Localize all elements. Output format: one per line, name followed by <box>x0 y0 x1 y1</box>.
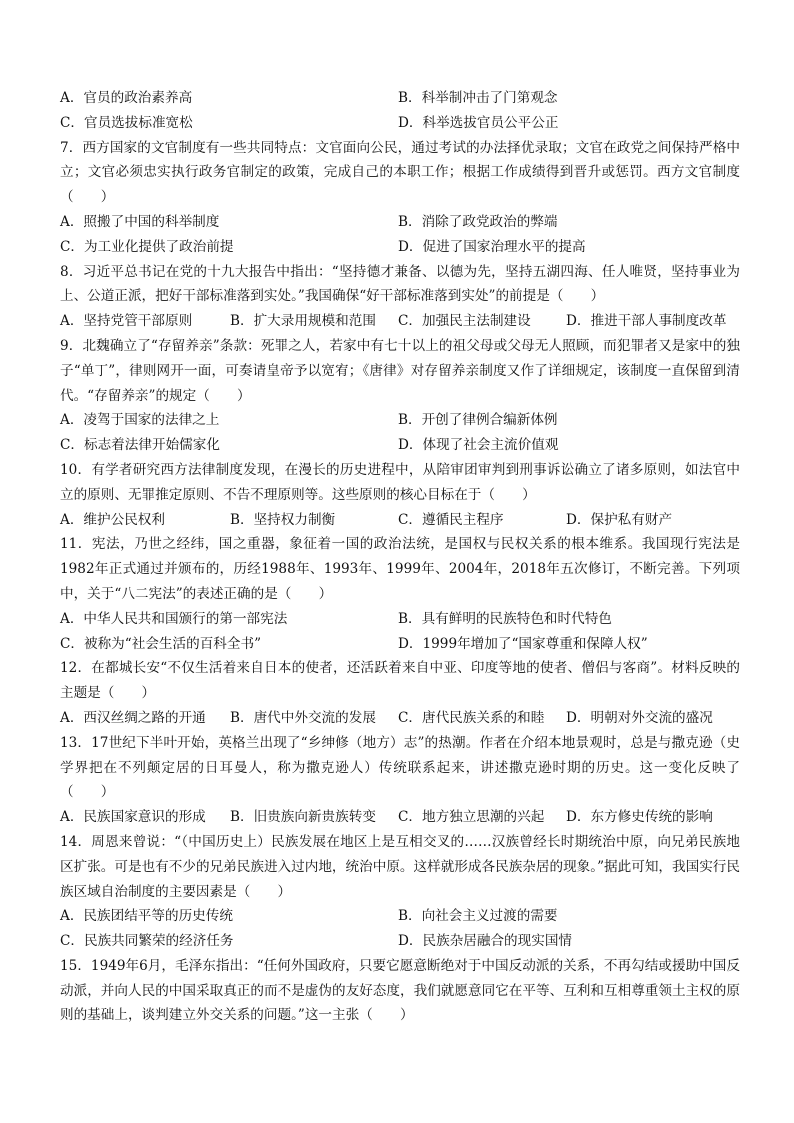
question-7-stem: 7．西方国家的文官制度有一些共同特点：文官面向公民，通过考试的办法择优录取；文官在政党之间保持严格中立；文官必须忠实执行政务官制定的政策，完成自己的本职工作；根据工作成绩得到晋升或惩罚。西方文官制度（ ） <box>60 139 740 206</box>
q11-options-row-2 <box>60 632 740 657</box>
q9-option-b: B．开创了律例合编新体例 <box>398 412 558 429</box>
q10-option-d: D．保护私有财产 <box>566 511 673 528</box>
q14-options-row-1 <box>60 904 740 929</box>
q9-options-row-1 <box>60 408 740 433</box>
q10-options-row <box>60 508 740 533</box>
q13-options-row <box>60 805 740 830</box>
q8-options-row <box>60 309 740 334</box>
q7-option-d: D．促进了国家治理水平的提高 <box>398 238 586 255</box>
q13-option-d: D．东方修史传统的影响 <box>566 809 713 826</box>
q6-options-row-2 <box>60 111 740 136</box>
q10-option-b: B．坚持权力制衡 <box>230 511 336 528</box>
q7-options-row-2 <box>60 235 740 260</box>
q9-option-d: D．体现了社会主流价值观 <box>398 437 559 454</box>
q10-option-a: A．维护公民权利 <box>60 511 165 528</box>
q7-option-a: A．照搬了中国的科举制度 <box>60 213 220 230</box>
q7-option-b: B．消除了政党政治的弊端 <box>398 213 558 230</box>
q11-option-d: D．1999年增加了“国家尊重和保障人权” <box>398 635 648 652</box>
q13-option-a: A．民族国家意识的形成 <box>60 809 206 826</box>
q10-option-c: C．遵循民主程序 <box>398 511 504 528</box>
question-15-stem: 15．1949年6月，毛泽东指出：“任何外国政府，只要它愿意断绝对于中国反动派的关系，不再勾结或援助中国反动派，并向人民的中国采取真正的而不是虚伪的友好态度，我们就愿意同它在平等、互利和互相尊重领土主权的原则的基础上，谈判建立外交关系的问题。”这一主张（ ） <box>60 957 740 1024</box>
question-13-stem: 13．17世纪下半叶开始，英格兰出现了“乡绅修（地方）志”的热潮。作者在介绍本地景观时，总是与撒克逊（史学界把在不列颠定居的日耳曼人，称为撒克逊人）传统联系起来，讲述撒克逊时期的历史。这一变化反映了（ ） <box>60 734 740 801</box>
q7-options-row-1 <box>60 210 740 235</box>
q12-options-row <box>60 706 740 731</box>
q11-option-a: A．中华人民共和国颁行的第一部宪法 <box>60 610 288 627</box>
q11-option-b: B．具有鲜明的民族特色和时代特色 <box>398 610 612 627</box>
q13-option-b: B．旧贵族向新贵族转变 <box>230 809 376 826</box>
q8-option-b: B．扩大录用规模和范围 <box>230 313 376 330</box>
question-9-stem: 9．北魏确立了“存留养亲”条款：死罪之人，若家中有七十以上的祖父母或父母无人照顾，而犯罪者又是家中的独子“单丁”，律则网开一面，可奏请皇帝予以宽宥；《唐律》对存留养亲制度又作了详细规定，该制度一直保留到清代。“存留养亲”的规定（ ） <box>60 337 740 404</box>
q6-option-a: A．官员的政治素养高 <box>60 90 193 106</box>
q12-option-c: C．唐代民族关系的和睦 <box>398 709 545 726</box>
question-10-stem: 10．有学者研究西方法律制度发现，在漫长的历史进程中，从陪审团审判到刑事诉讼确立了诸多原则，如法官中立的原则、无罪推定原则、不告不理原则等。这些原则的核心目标在于（ ） <box>60 461 740 503</box>
q12-option-a: A．西汉丝绸之路的开通 <box>60 709 206 726</box>
q14-option-a: A．民族团结平等的历史传统 <box>60 908 233 925</box>
q11-options-row-1 <box>60 607 740 632</box>
q12-option-b: B．唐代中外交流的发展 <box>230 709 376 726</box>
q11-option-c: C．被称为“社会生活的百科全书” <box>60 635 262 652</box>
question-12-stem: 12．在都城长安“不仅生活着来自日本的使者，还活跃着来自中亚、印度等地的使者、僧侣与客商”。材料反映的主题是（ ） <box>60 660 740 702</box>
q6-option-d: D．科举选拔官员公平公正 <box>398 114 559 131</box>
question-11-stem: 11．宪法，乃世之经纬，国之重器，象征着一国的政治法统，是国权与民权关系的根本维系。我国现行宪法是1982年正式通过并颁布的，历经1988年、1993年、1999年、2004年，2018年五次修订，不断完善。下列项中，关于“八二宪法”的表述正确的是（ ） <box>60 536 740 602</box>
q9-options-row-2 <box>60 433 740 458</box>
q7-option-c: C．为工业化提供了政治前提 <box>60 238 234 255</box>
q13-option-c: C．地方独立思潮的兴起 <box>398 809 545 826</box>
q14-options-row-2 <box>60 929 740 954</box>
q8-option-a: A．坚持党管干部原则 <box>60 313 193 330</box>
exam-page <box>60 86 740 1028</box>
q14-option-d: D．民族杂居融合的现实国情 <box>398 933 573 950</box>
q9-option-a: A．凌驾于国家的法律之上 <box>60 412 220 429</box>
q12-option-d: D．明朝对外交流的盛况 <box>566 709 713 726</box>
q6-option-c: C．官员选拔标准宽松 <box>60 114 193 131</box>
q14-option-b: B．向社会主义过渡的需要 <box>398 908 558 925</box>
question-8-stem: 8．习近平总书记在党的十九大报告中指出：“坚持德才兼备、以德为先，坚持五湖四海、任人唯贤，坚持事业为上、公道正派，把好干部标准落到实处。”我国确保“好干部标准落到实处”的前提是（ ） <box>60 263 740 305</box>
q14-option-c: C．民族共同繁荣的经济任务 <box>60 933 234 950</box>
q9-option-c: C．标志着法律开始儒家化 <box>60 437 220 454</box>
q6-option-b: B．科举制冲击了门第观念 <box>398 90 558 106</box>
q8-option-d: D．推进干部人事制度改革 <box>566 313 727 330</box>
question-14-stem: 14．周恩来曾说：“（中国历史上）民族发展在地区上是互相交叉的……汉族曾经长时期统治中原，向兄弟民族地区扩张。可是也有不少的兄弟民族进入过内地，统治中原。这样就形成各民族杂居的现象。”据此可知，我国实行民族区域自治制度的主要因素是（ ） <box>60 833 740 900</box>
q6-options-row-1 <box>60 86 740 111</box>
q8-option-c: C．加强民主法制建设 <box>398 313 531 330</box>
